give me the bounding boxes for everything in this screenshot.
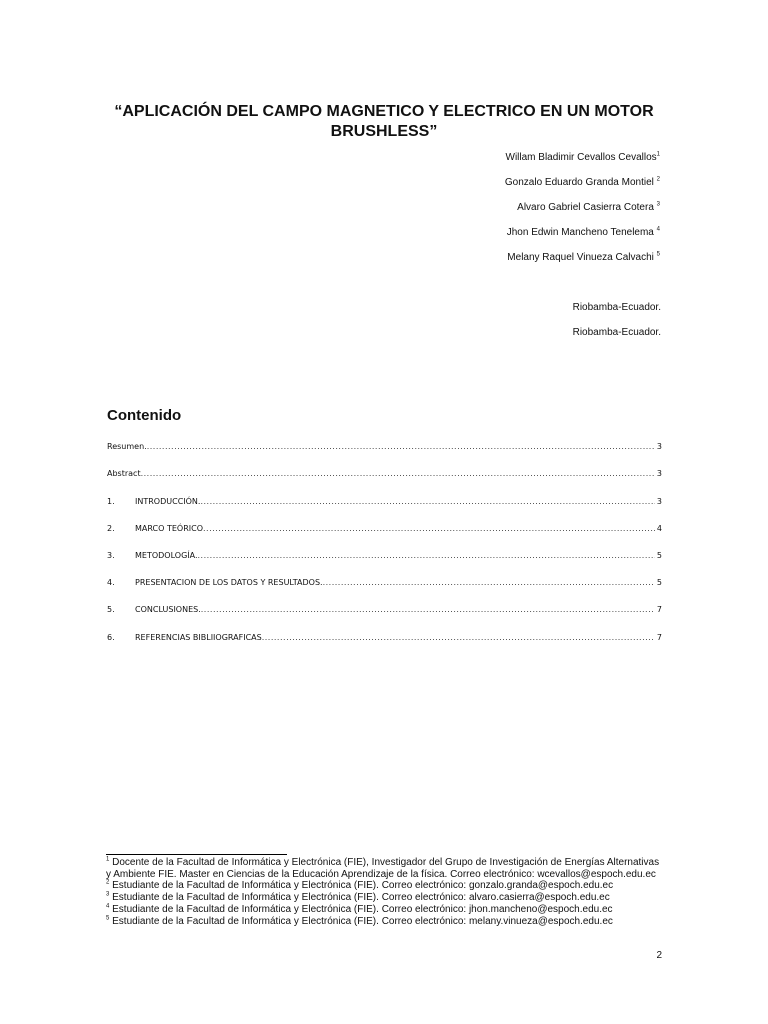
author-footnote-mark: 3 (656, 201, 660, 208)
document-title: “APLICACIÓN DEL CAMPO MAGNETICO Y ELECTRICO EN UN MOTOR BRUSHLESS” (114, 103, 654, 140)
toc-entry[interactable] (107, 604, 662, 616)
toc-entry-number: 4. (107, 578, 115, 587)
author-footnote-mark: 2 (656, 176, 660, 183)
toc-entry-number: 6. (107, 633, 115, 642)
toc-entry-page: 7 (656, 605, 662, 614)
toc-leader-dots (201, 604, 655, 616)
toc-entry-page: 5 (656, 578, 662, 587)
footnote (106, 880, 662, 892)
author-line (507, 227, 660, 239)
location-line: Riobamba-Ecuador. (572, 302, 661, 313)
author-line (505, 177, 660, 189)
author-line (506, 152, 661, 164)
footnotes (106, 857, 662, 927)
toc-entry[interactable] (107, 632, 662, 644)
toc-entry-page: 7 (656, 633, 662, 642)
toc-entry[interactable] (107, 468, 662, 480)
toc-entry-label: INTRODUCCIÓN. (135, 497, 201, 506)
toc-entry-page: 4 (656, 524, 662, 533)
toc-leader-dots (323, 577, 655, 589)
toc-entry-label: PRESENTACION DE LOS DATOS Y RESULTADOS. (135, 578, 323, 587)
footnote (106, 892, 662, 904)
toc-entry-label: CONCLUSIONES. (135, 605, 201, 614)
toc-entry-label: Abstract (107, 469, 141, 478)
toc-entry-number: 1. (107, 497, 115, 506)
author-name: Alvaro Gabriel Casierra Cotera (517, 202, 657, 213)
footnote (106, 857, 662, 880)
toc-leader-dots (198, 550, 655, 562)
author-name: Gonzalo Eduardo Granda Montiel (504, 177, 657, 188)
toc-leader-dots (262, 632, 655, 644)
toc-leader-dots (141, 468, 655, 480)
toc-entry-label: METODOLOGÍA. (135, 551, 198, 560)
toc-leader-dots (147, 441, 655, 453)
toc-entry-page: 3 (656, 469, 662, 478)
footnote-separator (106, 854, 287, 855)
author-name: Willam Bladimir Cevallos Cevallos (505, 152, 657, 163)
author-footnote-mark: 4 (656, 226, 660, 233)
page-number: 2 (656, 950, 662, 961)
author-name: Jhon Edwin Mancheno Tenelema (506, 227, 657, 238)
toc-entry-label: REFERENCIAS BIBLIIOGRAFICAS (135, 633, 262, 642)
footnote (106, 904, 662, 916)
author-line (507, 252, 660, 264)
toc-entry[interactable] (107, 577, 662, 589)
footnote-text: Estudiante de la Facultad de Informática y Electrónica (FIE). Correo electrónico: melany.vinueza@espoch.edu.ec (109, 915, 613, 927)
footnote-mark: 2 (106, 880, 110, 887)
toc-entry-page: 3 (656, 442, 662, 451)
contents-heading: Contenido (107, 407, 182, 424)
toc-entry[interactable] (107, 550, 662, 562)
footnote-mark: 4 (106, 903, 110, 910)
footnote-text: Estudiante de la Facultad de Informática y Electrónica (FIE). Correo electrónico: gonzalo.granda@espoch.edu.ec (109, 880, 614, 892)
footnote (106, 916, 662, 928)
toc-entry-label: Resumen. (107, 442, 147, 451)
footnote-mark: 1 (106, 856, 110, 863)
toc-leader-dots (200, 496, 654, 508)
author-name: Melany Raquel Vinueza Calvachi (507, 252, 657, 263)
footnote-text: Docente de la Facultad de Informática y Electrónica (FIE), Investigador del Grupo de Investigación de Energías Alternativas y Ambiente FIE. Master en Ciencias de la Educación Aprendizaje de la física. Correo electrónico: wcevallos@espoch.edu.ec (106, 857, 660, 880)
toc-entry-page: 3 (656, 497, 662, 506)
toc-entry[interactable] (107, 441, 662, 453)
footnote-mark: 3 (106, 891, 110, 898)
toc-entry[interactable] (107, 496, 662, 508)
author-footnote-mark: 1 (656, 151, 660, 158)
toc-entry-number: 3. (107, 551, 115, 560)
footnote-mark: 5 (106, 915, 110, 922)
toc-entry[interactable] (107, 523, 662, 535)
footnote-text: Estudiante de la Facultad de Informática y Electrónica (FIE). Correo electrónico: jhon.mancheno@espoch.edu.ec (109, 903, 613, 915)
author-footnote-mark: 5 (656, 251, 660, 258)
location-line: Riobamba-Ecuador. (572, 327, 661, 338)
toc-leader-dots (203, 523, 655, 535)
toc-entry-page: 5 (656, 551, 662, 560)
toc-entry-label: MARCO TEÓRICO (135, 524, 203, 533)
author-line (517, 202, 660, 214)
footnote-text: Estudiante de la Facultad de Informática y Electrónica (FIE). Correo electrónico: alvaro.casierra@espoch.edu.ec (109, 892, 610, 904)
toc-entry-number: 5. (107, 605, 115, 614)
toc-entry-number: 2. (107, 524, 115, 533)
